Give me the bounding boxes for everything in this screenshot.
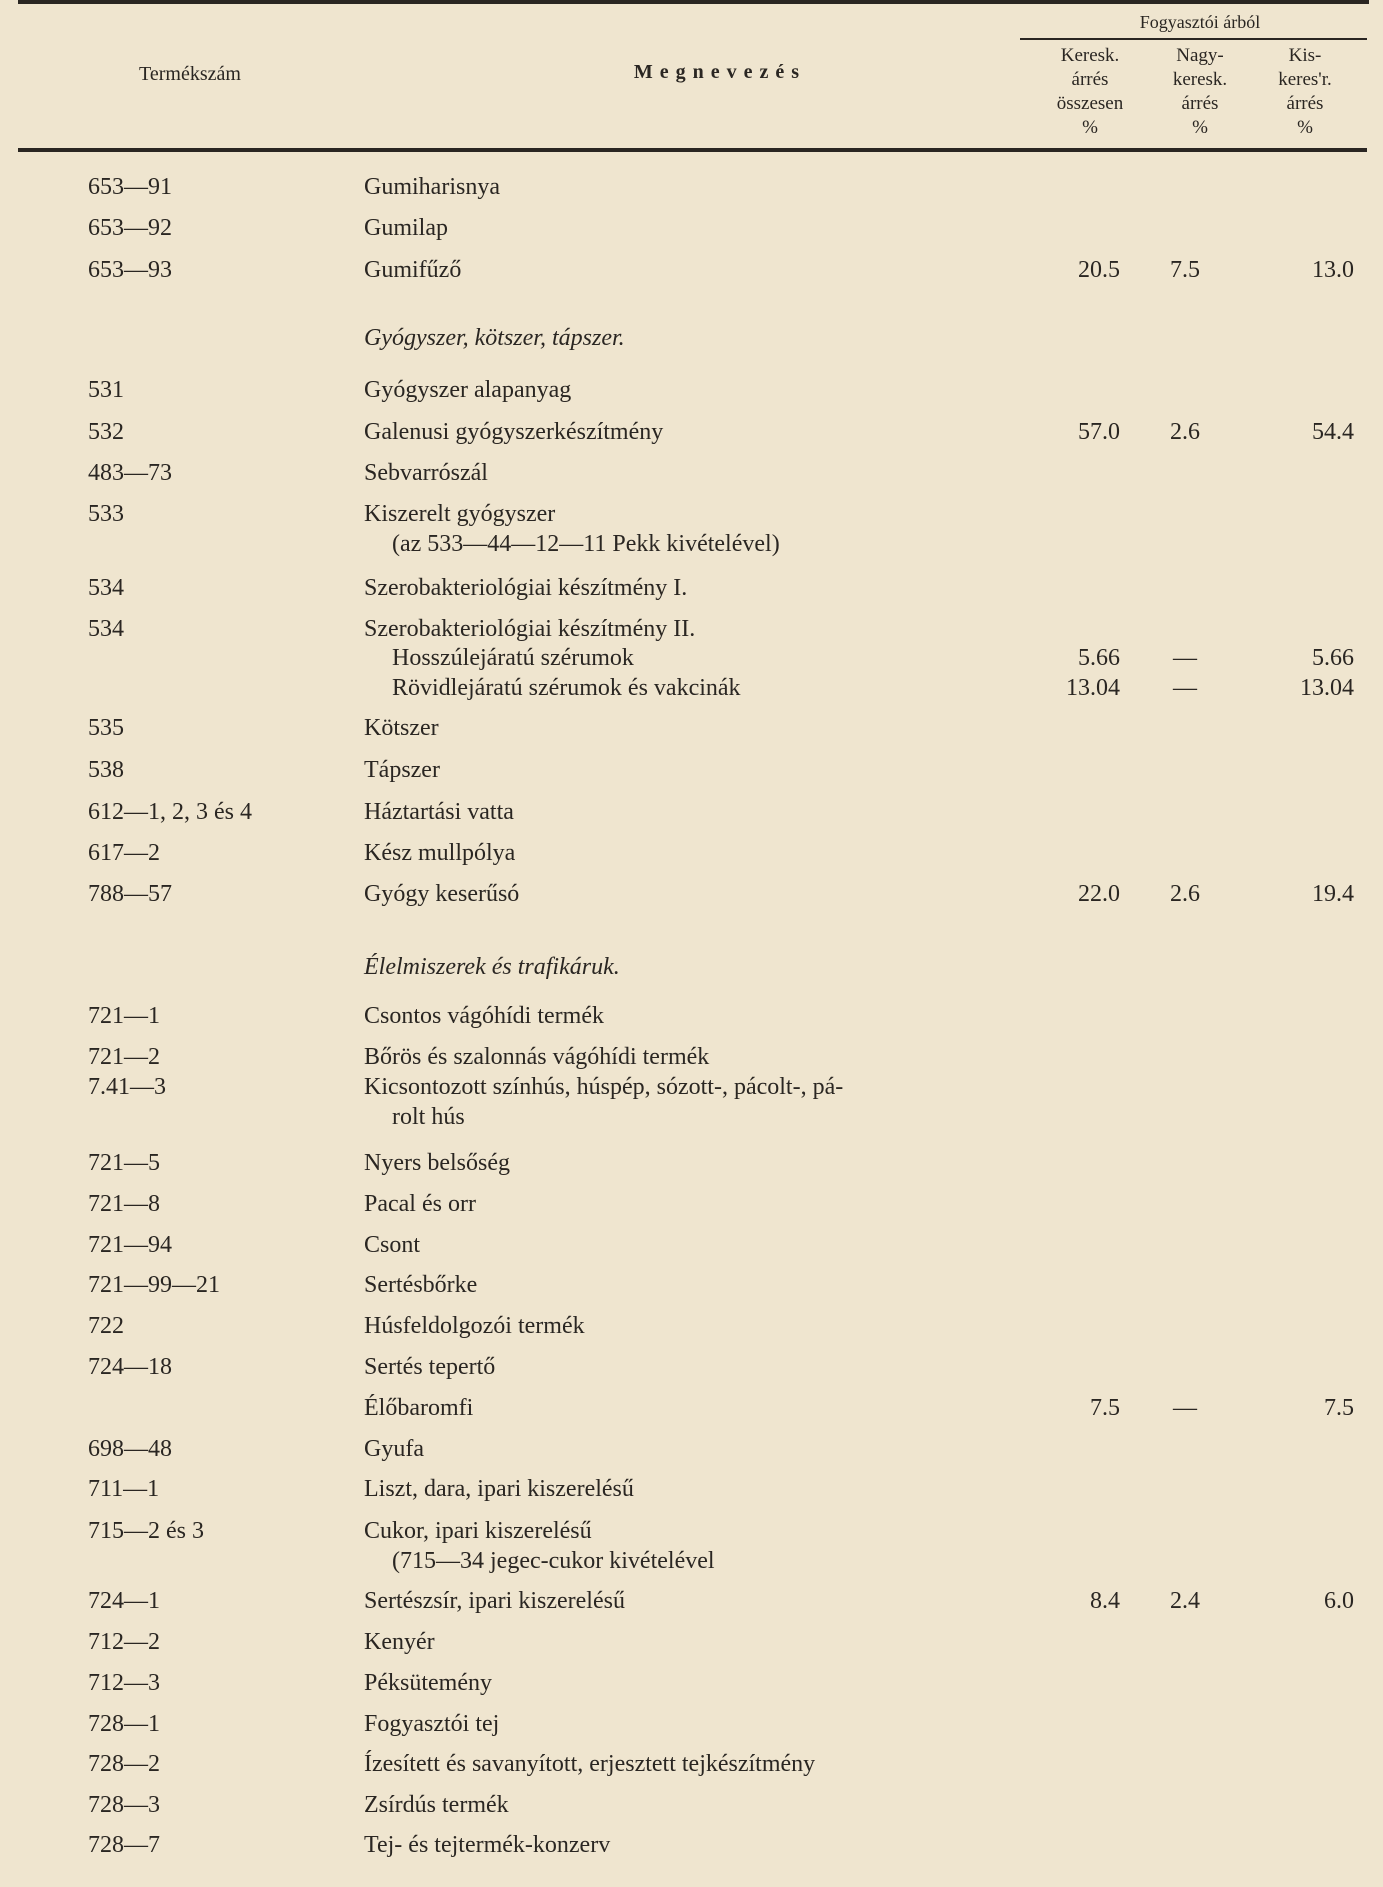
product-name: Ízesített és savanyított, erjesztett tejkészítmény (364, 1751, 816, 1777)
product-name: Gyógy keserűsó (364, 881, 520, 907)
product-code: 534 (88, 616, 124, 642)
product-code: 728—7 (88, 1832, 160, 1858)
product-name: Kész mullpólya (364, 840, 516, 866)
header-col-nagykeresk-line: keresk. (1172, 69, 1228, 90)
product-code: 715—2 és 3 (88, 1518, 204, 1544)
value-nagykeresk-arres: — (1173, 675, 1197, 701)
product-code: 728—1 (88, 1711, 160, 1737)
product-name: Gumilap (364, 215, 448, 241)
product-code: 653—91 (88, 174, 172, 200)
value-keresk-arres: 13.04 (1066, 675, 1120, 701)
product-code: 532 (88, 419, 124, 445)
section-title: Élelmiszerek és trafikáruk. (364, 954, 620, 980)
header-megnevezes: Megnevezés (633, 61, 807, 83)
product-name: Kiszerelt gyógyszer (364, 501, 556, 527)
value-kiskeresk-arres: 13.0 (1312, 257, 1354, 283)
product-code: 535 (88, 715, 124, 741)
value-keresk-arres: 20.5 (1078, 257, 1120, 283)
product-code: 728—3 (88, 1792, 160, 1818)
product-name: Sebvarrószál (364, 460, 488, 486)
product-name: Gyufa (364, 1436, 424, 1462)
product-subline: (az 533—44—12—11 Pekk kivételével) (392, 531, 780, 557)
product-subline: (715—34 jegec-cukor kivételével (392, 1548, 715, 1574)
product-name: Gumifűző (364, 257, 462, 283)
value-nagykeresk-arres: 7.5 (1170, 257, 1200, 283)
header-col-kiskeresk-line: Kis- (1288, 45, 1322, 66)
product-name: Bőrös és szalonnás vágóhídi termék (364, 1044, 710, 1070)
product-name: Péksütemény (364, 1670, 492, 1696)
product-name: Liszt, dara, ipari kiszerelésű (364, 1476, 634, 1502)
product-code: 612—1, 2, 3 és 4 (88, 799, 252, 825)
value-kiskeresk-arres: 19.4 (1312, 881, 1354, 907)
product-name: Szerobakteriológiai készítmény I. (364, 575, 688, 601)
value-kiskeresk-arres: 6.0 (1324, 1588, 1354, 1614)
product-code: 7.41—3 (88, 1074, 166, 1100)
product-code: 721—8 (88, 1191, 160, 1217)
product-code: 538 (88, 757, 124, 783)
header-rule (18, 148, 1367, 152)
product-code: 617—2 (88, 840, 160, 866)
product-code: 698—48 (88, 1436, 172, 1462)
product-name: Tápszer (364, 757, 440, 783)
product-code: 534 (88, 575, 124, 601)
product-name: Kötszer (364, 715, 439, 741)
value-keresk-arres: 7.5 (1090, 1395, 1120, 1421)
product-name: Zsírdús termék (364, 1792, 509, 1818)
product-code: 722 (88, 1313, 124, 1339)
product-name: Nyers belsőség (364, 1150, 510, 1176)
value-nagykeresk-arres: — (1173, 1395, 1197, 1421)
product-name: Kenyér (364, 1629, 435, 1655)
product-name: Sertészsír, ipari kiszerelésű (364, 1588, 625, 1614)
product-code: 531 (88, 377, 124, 403)
product-code: 653—92 (88, 215, 172, 241)
product-code: 712—2 (88, 1629, 160, 1655)
product-name: Sertésbőrke (364, 1272, 478, 1298)
product-name: Háztartási vatta (364, 799, 514, 825)
value-kiskeresk-arres: 5.66 (1312, 645, 1354, 671)
product-code: 728—2 (88, 1751, 160, 1777)
product-code: 653—93 (88, 257, 172, 283)
product-name: Csont (364, 1232, 421, 1258)
product-name: Pacal és orr (364, 1191, 476, 1217)
value-nagykeresk-arres: 2.6 (1170, 419, 1200, 445)
value-nagykeresk-arres: 2.4 (1170, 1588, 1200, 1614)
header-termekszam: Termékszám (139, 63, 241, 85)
product-subline: Rövidlejáratú szérumok és vakcinák (392, 675, 741, 701)
value-kiskeresk-arres: 54.4 (1312, 419, 1354, 445)
header-col-keresk-line: árrés (1071, 69, 1109, 90)
header-col-keresk-line: összesen (1056, 93, 1124, 114)
product-code: 721—5 (88, 1150, 160, 1176)
product-name: Fogyasztói tej (364, 1711, 500, 1737)
value-nagykeresk-arres: 2.6 (1170, 881, 1200, 907)
header-col-nagykeresk-line: % (1192, 117, 1208, 138)
header-col-kiskeresk-line: % (1297, 117, 1313, 138)
value-kiskeresk-arres: 7.5 (1324, 1395, 1354, 1421)
header-col-kiskeresk (1245, 44, 1365, 140)
product-code: 483—73 (88, 460, 172, 486)
header-col-keresk-line: Keresk. (1060, 45, 1120, 66)
header-col-kiskeresk-line: árrés (1286, 93, 1324, 114)
product-code: 712—3 (88, 1670, 160, 1696)
product-name: Tej- és tejtermék-konzerv (364, 1832, 611, 1858)
product-name: Gyógyszer alapanyag (364, 377, 572, 403)
product-name: Szerobakteriológiai készítmény II. (364, 616, 696, 642)
product-code: 533 (88, 501, 124, 527)
group-rule (1020, 38, 1367, 40)
product-name: Kicsontozott színhús, húspép, sózott-, pácolt-, pá- (364, 1074, 844, 1100)
product-code: 721—2 (88, 1044, 160, 1070)
value-nagykeresk-arres: — (1173, 645, 1197, 671)
product-code: 788—57 (88, 881, 172, 907)
product-code: 721—99—21 (88, 1272, 220, 1298)
product-name: Húsfeldolgozói termék (364, 1313, 585, 1339)
product-name: Galenusi gyógyszerkészítmény (364, 419, 664, 445)
value-keresk-arres: 57.0 (1078, 419, 1120, 445)
value-keresk-arres: 8.4 (1090, 1588, 1120, 1614)
header-group-fogyasztoi: Fogyasztói árból (1139, 12, 1261, 32)
product-code: 724—18 (88, 1354, 172, 1380)
value-keresk-arres: 22.0 (1078, 881, 1120, 907)
header-col-keresk (1030, 44, 1150, 140)
product-name: Sertés tepertő (364, 1354, 496, 1380)
product-code: 721—94 (88, 1232, 172, 1258)
header-col-keresk-line: % (1082, 117, 1098, 138)
value-kiskeresk-arres: 13.04 (1300, 675, 1354, 701)
header-col-nagykeresk-line: árrés (1181, 93, 1219, 114)
header-col-nagykeresk (1140, 44, 1260, 140)
product-code: 711—1 (88, 1476, 160, 1502)
product-name: Csontos vágóhídi termék (364, 1003, 604, 1029)
product-name: Gumiharisnya (364, 174, 500, 200)
top-rule (18, 0, 1369, 4)
section-title: Gyógyszer, kötszer, tápszer. (364, 325, 625, 351)
product-subline: Hosszúlejáratú szérumok (392, 645, 634, 671)
product-subline: rolt hús (392, 1104, 465, 1130)
product-code: 721—1 (88, 1003, 160, 1029)
product-name: Cukor, ipari kiszerelésű (364, 1518, 592, 1544)
header-col-kiskeresk-line: keres'r. (1278, 69, 1332, 90)
product-code: 724—1 (88, 1588, 160, 1614)
product-name: Élőbaromfi (364, 1395, 474, 1421)
header-col-nagykeresk-line: Nagy- (1176, 45, 1224, 66)
value-keresk-arres: 5.66 (1078, 645, 1120, 671)
